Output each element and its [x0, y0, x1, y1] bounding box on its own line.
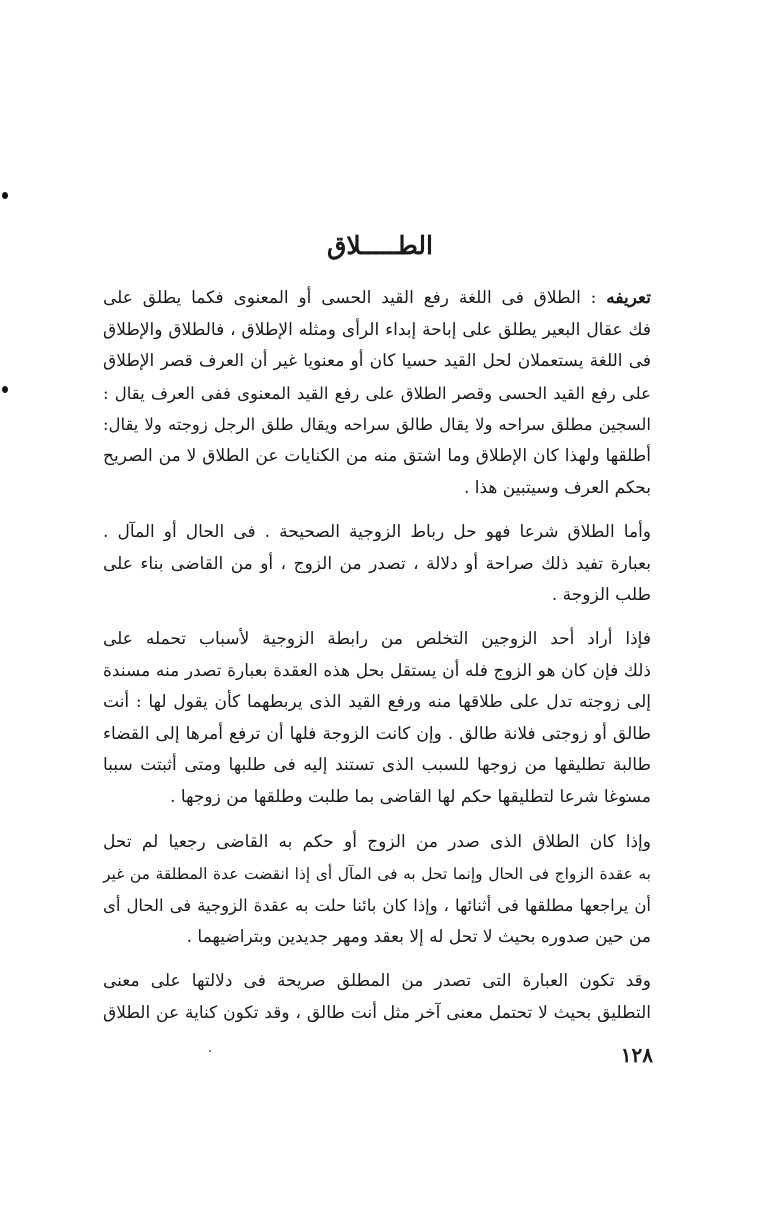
text-line: طلب الزوجة .: [551, 585, 651, 606]
text-line: فى اللغة يستعملان لحل القيد حسيا كان أو معنويا غير أن العرف قصر الإطلاق: [103, 351, 651, 372]
paragraph-legal-definition: [103, 517, 651, 612]
text-line: على رفع القيد الحسى وقصر الطلاق على رفع القيد المعنوى ففى العرف يقال :: [103, 383, 651, 403]
paragraph-expression: [103, 966, 651, 1029]
paragraph-definition: [103, 283, 651, 504]
text-line: وقد تكون العبارة التى تصدر من المطلق صريحة فى دلالتها على معنى: [103, 971, 651, 991]
text-line: وأما الطلاق شرعا فهو حل رباط الزوجية الصحيحة . فى الحال أو المآل .: [103, 522, 651, 542]
text-line: إلى زوجته تدل على طلاقها منه ورفع القيد الذى يربطهما كأن يقول لها : أنت: [103, 692, 651, 713]
margin-mark: [2, 386, 8, 393]
text-line: طالبة تطليقها من زوجها للسبب الذى تستند إليه فى طلبها ومتى أثبتت سببا: [103, 755, 651, 776]
paragraph-separation: [103, 624, 651, 814]
text-line: من حين صدوره بحيث لا تحل له إلا بعقد ومهر جديدين وبتراضيهما .: [186, 926, 651, 947]
text-line: بحكم العرف وسيتبين هذا .: [463, 477, 651, 498]
paper-speck: [209, 1050, 211, 1052]
term-label: تعريفه: [606, 288, 651, 308]
text-line: التطليق بحيث لا تحتمل معنى آخر مثل أنت طالق ، وقد تكون كناية عن الطلاق: [103, 1002, 651, 1023]
text-line: طالق أو زوجتى فلانة طالق . وإن كانت الزوجة فلها أن ترفع أمرها إلى القضاء: [103, 723, 651, 744]
text-line: فك عقال البعير يطلق على إباحة إبداء الرأى ومثله الإطلاق ، فالطلاق والإطلاق: [103, 319, 651, 340]
text-line: بعبارة تفيد ذلك صراحة أو دلالة ، تصدر من الزوج ، أو من القاضى بناء على: [103, 553, 651, 574]
page-number: ١٢٨: [620, 1043, 653, 1067]
text-line: فإذا أراد أحد الزوجين التخلص من رابطة الزوجية لأسباب تحمله على: [103, 629, 651, 649]
text-line: وإذا كان الطلاق الذى صدر من الزوج أو حكم به القاضى رجعيا لم تحل: [103, 832, 651, 852]
paragraph-revocable: [103, 827, 651, 953]
text-line: تعريفه : الطلاق فى اللغة رفع القيد الحسى أو المعنوى فكما يطلق على: [103, 288, 651, 308]
text-line: أطلقها ولهذا كان الإطلاق وما اشتق منه من الكنايات عن الطلاق لا من الصريح: [103, 445, 651, 466]
margin-mark: [2, 192, 8, 199]
text-line: مسوغا شرعا لتطليقها حكم لها القاضى بما طلبت وطلقها من زوجها .: [170, 786, 651, 807]
text-line: السجين مطلق سراحه ولا يقال طالق سراحه ويقال طلق الرجل زوجته ولا يقال:: [103, 415, 651, 435]
text-line: به عقدة الزواج فى الحال وإنما تحل به فى المآل أى إذا انقضت عدة المطلقة من غير: [103, 864, 651, 883]
text-line: ذلك فإن كان هو الزوج فله أن يستقل بحل هذه العقدة بعبارة تصدر منه مسندة: [103, 660, 651, 681]
text-line: أن يراجعها مطلقها فى أثنائها ، وإذا كان بائنا حلت به عقدة الزوجية فى الحال أى: [103, 896, 651, 916]
page-title: الطـــــلاق: [326, 231, 433, 260]
